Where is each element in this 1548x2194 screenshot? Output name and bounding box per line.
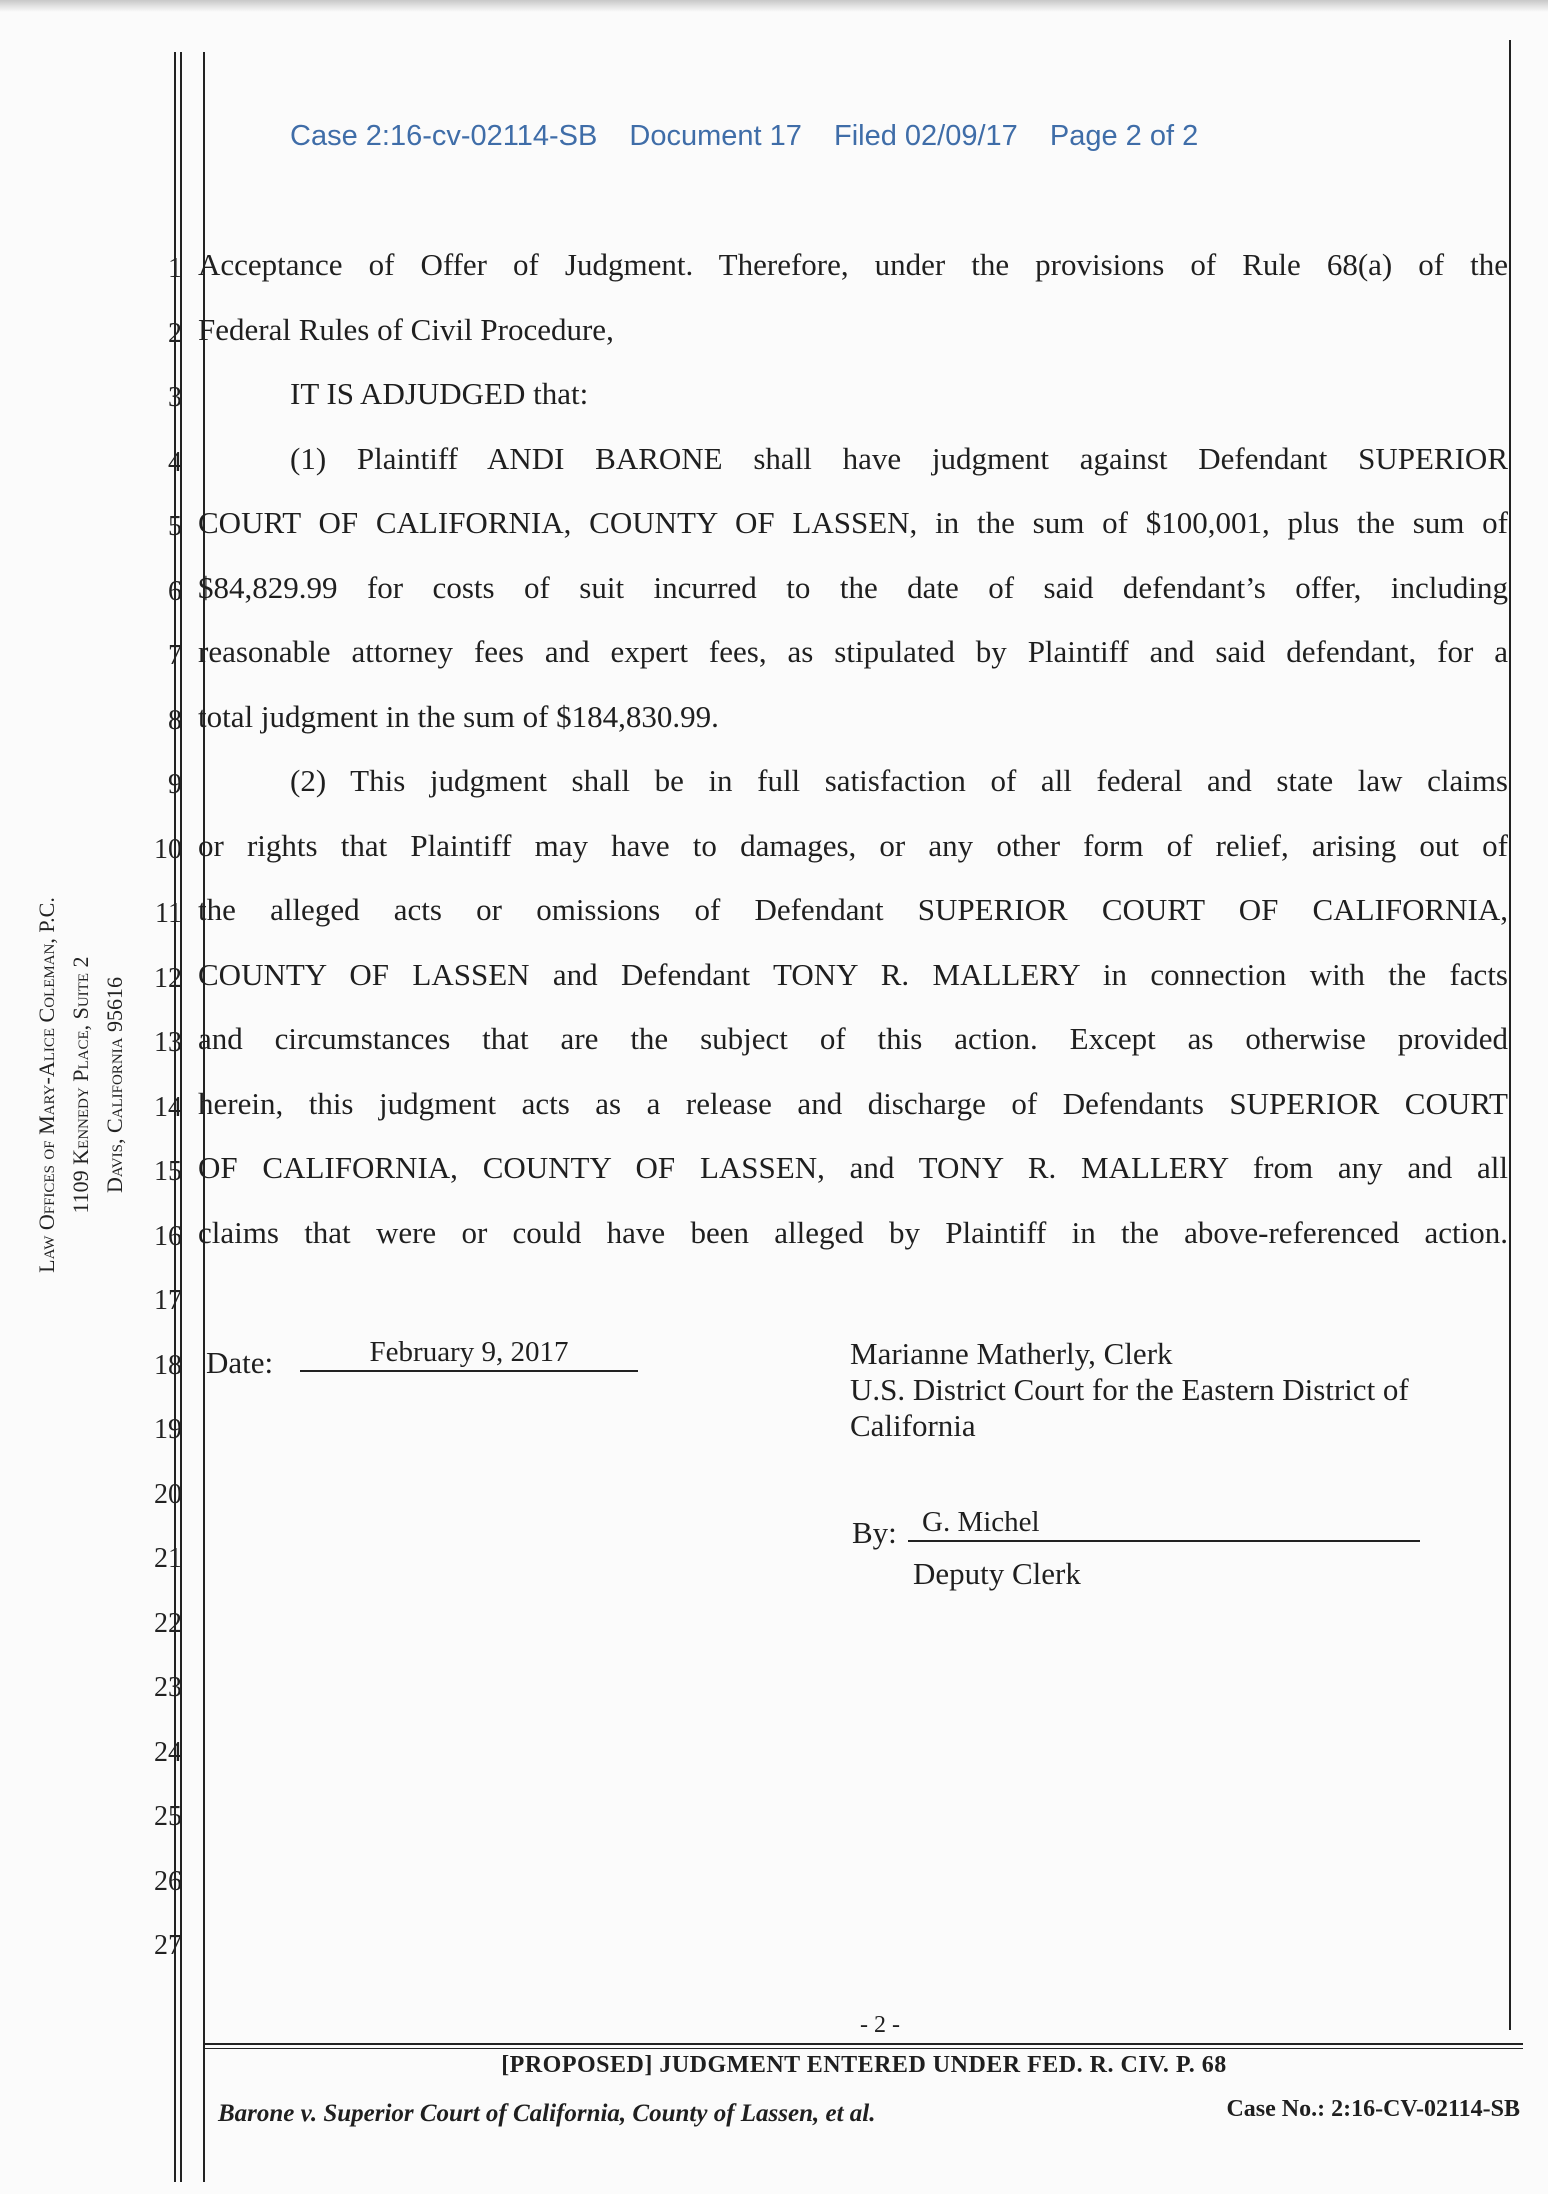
line-number: 12 xyxy=(154,963,182,994)
line-number: 22 xyxy=(154,1608,182,1639)
body-line: the alleged acts or omissions of Defendant SUPERIOR COURT OF CALIFORNIA, xyxy=(198,892,1508,927)
date-field: February 9, 2017 xyxy=(300,1334,638,1372)
law-firm-city: Davis, California 95616 xyxy=(102,977,127,1193)
line-number: 20 xyxy=(154,1479,182,1510)
body-line: COURT OF CALIFORNIA, COUNTY OF LASSEN, in the sum of $100,001, plus the sum of xyxy=(198,505,1508,540)
line-number: 19 xyxy=(154,1414,182,1445)
deputy-signature-field: G. Michel xyxy=(908,1504,1420,1542)
court-name-line-1: U.S. District Court for the Eastern District of xyxy=(850,1372,1409,1407)
footer-case-number: Case No.: 2:16-CV-02114-SB xyxy=(1226,2096,1520,2122)
line-number: 8 xyxy=(168,705,182,736)
line-number: 6 xyxy=(168,576,182,607)
line-number: 13 xyxy=(154,1027,182,1058)
body-line: (1) Plaintiff ANDI BARONE shall have judgment against Defendant SUPERIOR xyxy=(290,441,1508,476)
body-line: or rights that Plaintiff may have to damages, or any other form of relief, arising out of xyxy=(198,828,1508,863)
date-label: Date: xyxy=(206,1345,274,1380)
body-line: (2) This judgment shall be in full satisfaction of all federal and state law claims xyxy=(290,763,1508,798)
stamp-case-number: Case 2:16-cv-02114-SB xyxy=(290,120,598,152)
by-label: By: xyxy=(852,1515,897,1550)
line-number: 9 xyxy=(168,769,182,800)
line-number: 3 xyxy=(168,382,182,413)
line-number: 23 xyxy=(154,1672,182,1703)
line-number: 25 xyxy=(154,1801,182,1832)
body-line: and circumstances that are the subject of this action. Except as otherwise provided xyxy=(198,1021,1508,1056)
footer-rule-second xyxy=(205,2048,1523,2049)
line-number: 7 xyxy=(168,640,182,671)
law-firm-address: 1109 Kennedy Place, Suite 2 xyxy=(68,956,93,1214)
line-number: 16 xyxy=(154,1221,182,1252)
body-line: herein, this judgment acts as a release and discharge of Defendants SUPERIOR COURT xyxy=(198,1086,1508,1121)
court-name-line-2: California xyxy=(850,1408,976,1443)
document-title: [PROPOSED] JUDGMENT ENTERED UNDER FED. R. CIV. P. 68 xyxy=(501,2052,1227,2078)
body-line: COUNTY OF LASSEN and Defendant TONY R. MALLERY in connection with the facts xyxy=(198,957,1508,992)
body-line: Acceptance of Offer of Judgment. Therefore, under the provisions of Rule 68(a) of the xyxy=(198,247,1508,282)
case-caption: Barone v. Superior Court of California, County of Lassen, et al. xyxy=(218,2100,876,2127)
page-number: - 2 - xyxy=(860,2012,900,2038)
line-number: 21 xyxy=(154,1543,182,1574)
line-number: 18 xyxy=(154,1350,182,1381)
body-line: $84,829.99 for costs of suit incurred to the date of said defendant’s offer, including xyxy=(198,570,1508,605)
body-line: claims that were or could have been alleged by Plaintiff in the above-referenced action. xyxy=(198,1215,1508,1250)
line-number: 10 xyxy=(154,834,182,865)
body-line: total judgment in the sum of $184,830.99. xyxy=(198,699,719,734)
line-number: 4 xyxy=(168,447,182,478)
stamp-filed-date: Filed 02/09/17 xyxy=(833,120,1018,152)
stamp-page-count: Page 2 of 2 xyxy=(1049,120,1199,152)
line-number: 15 xyxy=(154,1156,182,1187)
stamp-document-number: Document 17 xyxy=(629,120,802,152)
body-line: IT IS ADJUDGED that: xyxy=(290,376,589,411)
body-line: OF CALIFORNIA, COUNTY OF LASSEN, and TONY R. MALLERY from any and all xyxy=(198,1150,1508,1185)
law-firm-name: Law Offices of Mary-Alice Coleman, P.C. xyxy=(34,897,59,1273)
line-number: 5 xyxy=(168,511,182,542)
line-number: 11 xyxy=(155,898,182,929)
line-number: 26 xyxy=(154,1866,182,1897)
line-number: 17 xyxy=(154,1285,182,1316)
law-firm-sidebar xyxy=(30,805,180,1365)
line-number: 27 xyxy=(154,1930,182,1961)
clerk-name: Marianne Matherly, Clerk xyxy=(850,1336,1173,1371)
deputy-clerk-title: Deputy Clerk xyxy=(913,1556,1081,1591)
body-line: reasonable attorney fees and expert fees, as stipulated by Plaintiff and said defendant, for a xyxy=(198,634,1508,669)
right-margin-rule xyxy=(1509,40,1511,2030)
footer-rule-top xyxy=(205,2043,1523,2045)
line-number: 14 xyxy=(154,1092,182,1123)
line-number: 24 xyxy=(154,1737,182,1768)
line-number: 1 xyxy=(168,253,182,284)
line-number: 2 xyxy=(168,318,182,349)
body-line: Federal Rules of Civil Procedure, xyxy=(198,312,614,347)
ecf-header-stamp xyxy=(290,120,1290,153)
page-top-edge xyxy=(0,0,1548,12)
